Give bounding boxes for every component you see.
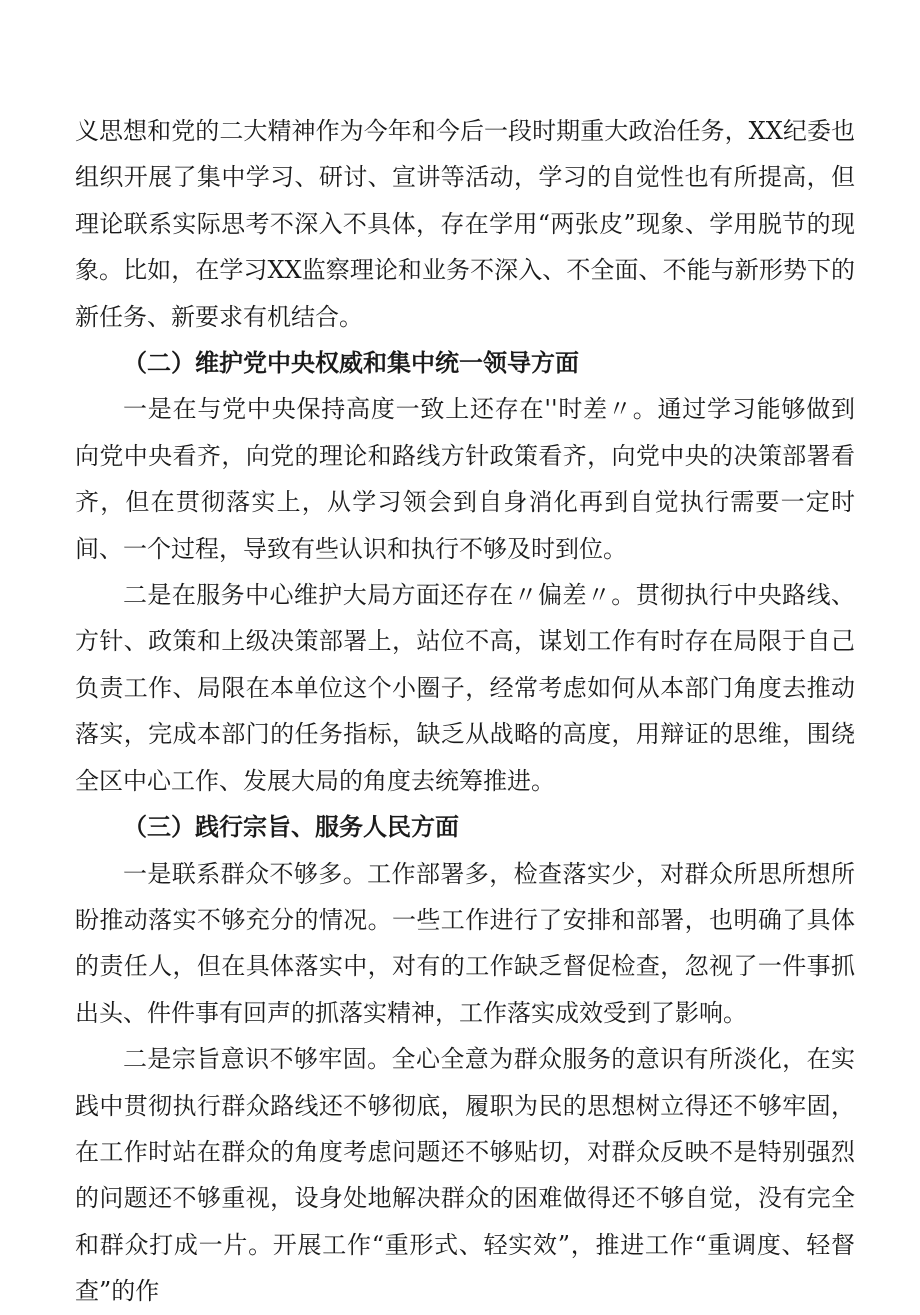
- paragraph-2-2: 二是在服务中心维护大局方面还存在〃偏差〃。贯彻执行中央路线、方针、政策和上级决策部署上，站位不高，谋划工作有时存在局限于自己负责工作、局限在本单位这个小圈子，经常考虑如何从本部门角度去推动落实，完成本部门的任务指标，缺乏从战略的高度，用辩证的思维，围绕全区中心工作、发展大局的角度去统筹推进。: [75, 581, 855, 795]
- section-heading-3: （三）践行宗旨、服务人民方面: [123, 813, 459, 842]
- paragraph-3-2: 二是宗旨意识不够牢固。全心全意为群众服务的意识有所淡化，在实践中贯彻执行群众路线还不够彻底，履职为民的思想树立得还不够牢固，在工作时站在群众的角度考虑问题还不够贴切，对群众反映不是特别强烈的问题还不够重视，设身处地解决群众的困难做得还不够自觉，没有完全和群众打成一片。开展工作“重形式、轻实效”，推进工作“重调度、轻督查”的作: [75, 1045, 855, 1306]
- section-heading-2: （二）维护党中央权威和集中统一领导方面: [123, 349, 579, 378]
- paragraph-1: 义思想和党的二大精神作为今年和今后一段时期重大政治任务，XX纪委也组织开展了集中学习、研讨、宣讲等活动，学习的自觉性也有所提高，但理论联系实际思考不深入不具体，存在学用“两张皮”现象、学用脱节的现象。比如，在学习XX监察理论和业务不深入、不全面、不能与新形势下的新任务、新要求有机结合。: [75, 117, 855, 331]
- paragraph-2-1: 一是在与党中央保持高度一致上还存在''时差〃。通过学习能够做到向党中央看齐，向党的理论和路线方针政策看齐，向党中央的决策部署看齐，但在贯彻落实上，从学习领会到自身消化再到自觉执行需要一定时间、一个过程，导致有些认识和执行不够及时到位。: [75, 395, 855, 563]
- paragraph-3-1: 一是联系群众不够多。工作部署多，检查落实少，对群众所思所想所盼推动落实不够充分的情况。一些工作进行了安排和部署，也明确了具体的责任人，但在具体落实中，对有的工作缺乏督促检查，忽视了一件事抓出头、件件事有回声的抓落实精神，工作落实成效受到了影响。: [75, 859, 855, 1027]
- document-body: [75, 108, 855, 1315]
